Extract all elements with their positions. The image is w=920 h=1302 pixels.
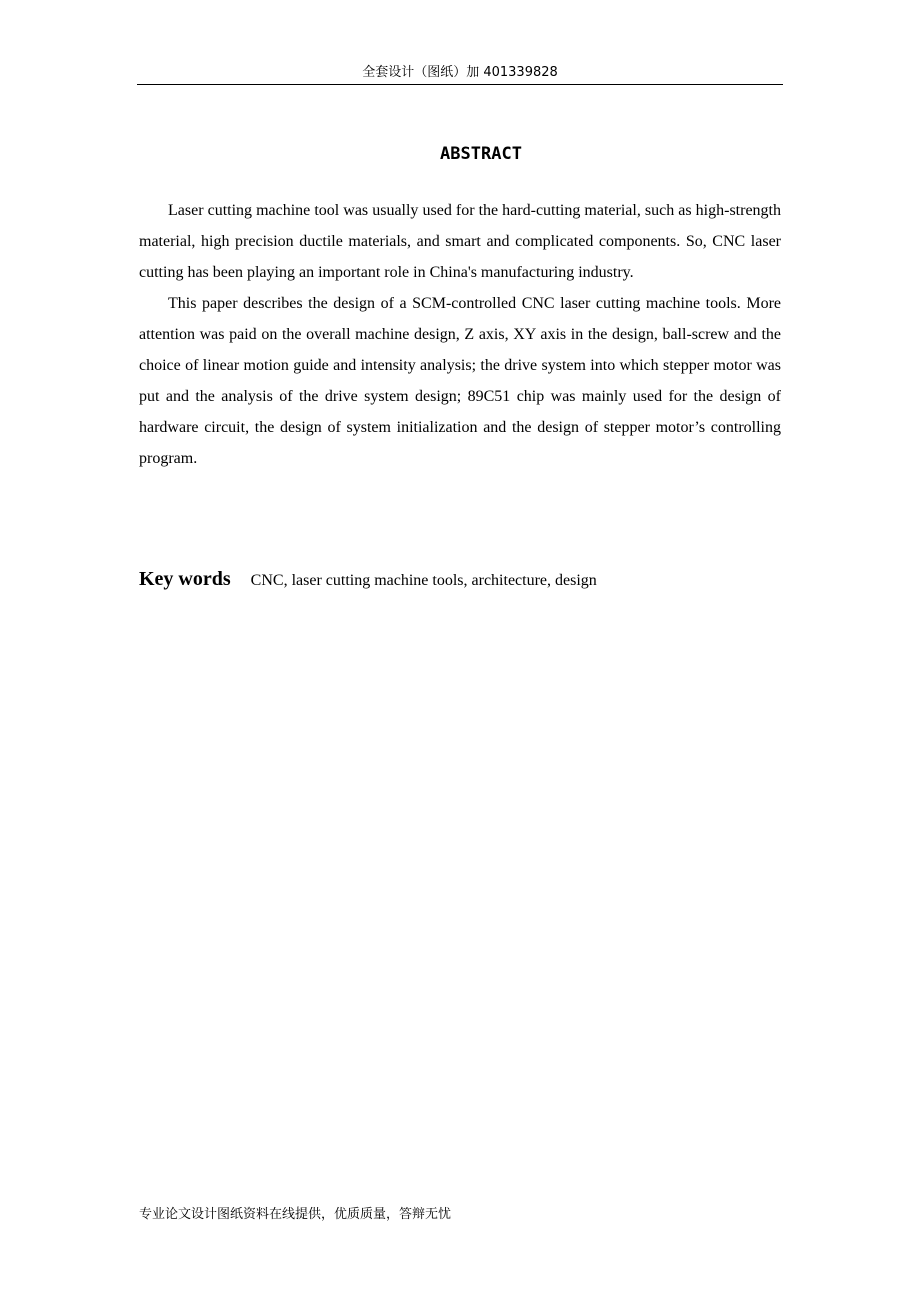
page-footer: 专业论文设计图纸资料在线提供，优质质量，答辩无忧 [139, 1207, 452, 1222]
page-header: 全套设计（图纸）加 401339828 [362, 65, 558, 80]
keywords-text: CNC, laser cutting machine tools, architecture, design [250, 572, 597, 589]
keywords-label: Key words [139, 568, 231, 590]
abstract-body [139, 195, 781, 474]
abstract-paragraph-1: Laser cutting machine tool was usually used for the hard-cutting material, such as high-strength material, high precision ductile materials, and smart and complicated components. So, CNC laser cutting has been playing an important role in China's manufacturing industry. [139, 202, 781, 281]
abstract-title: ABSTRACT [440, 144, 522, 164]
keywords-line [139, 565, 781, 595]
abstract-paragraph-2: This paper describes the design of a SCM-controlled CNC laser cutting machine tools. More attention was paid on the overall machine design, Z axis, XY axis in the design, ball-screw and the choice of linear motion guide and intensity analysis; the drive system into which stepper motor was put and the analysis of the drive system design; 89C51 chip was mainly used for the design of hardware circuit, the design of system initialization and the design of stepper motor’s controlling program. [139, 295, 781, 467]
header-divider [137, 84, 783, 85]
